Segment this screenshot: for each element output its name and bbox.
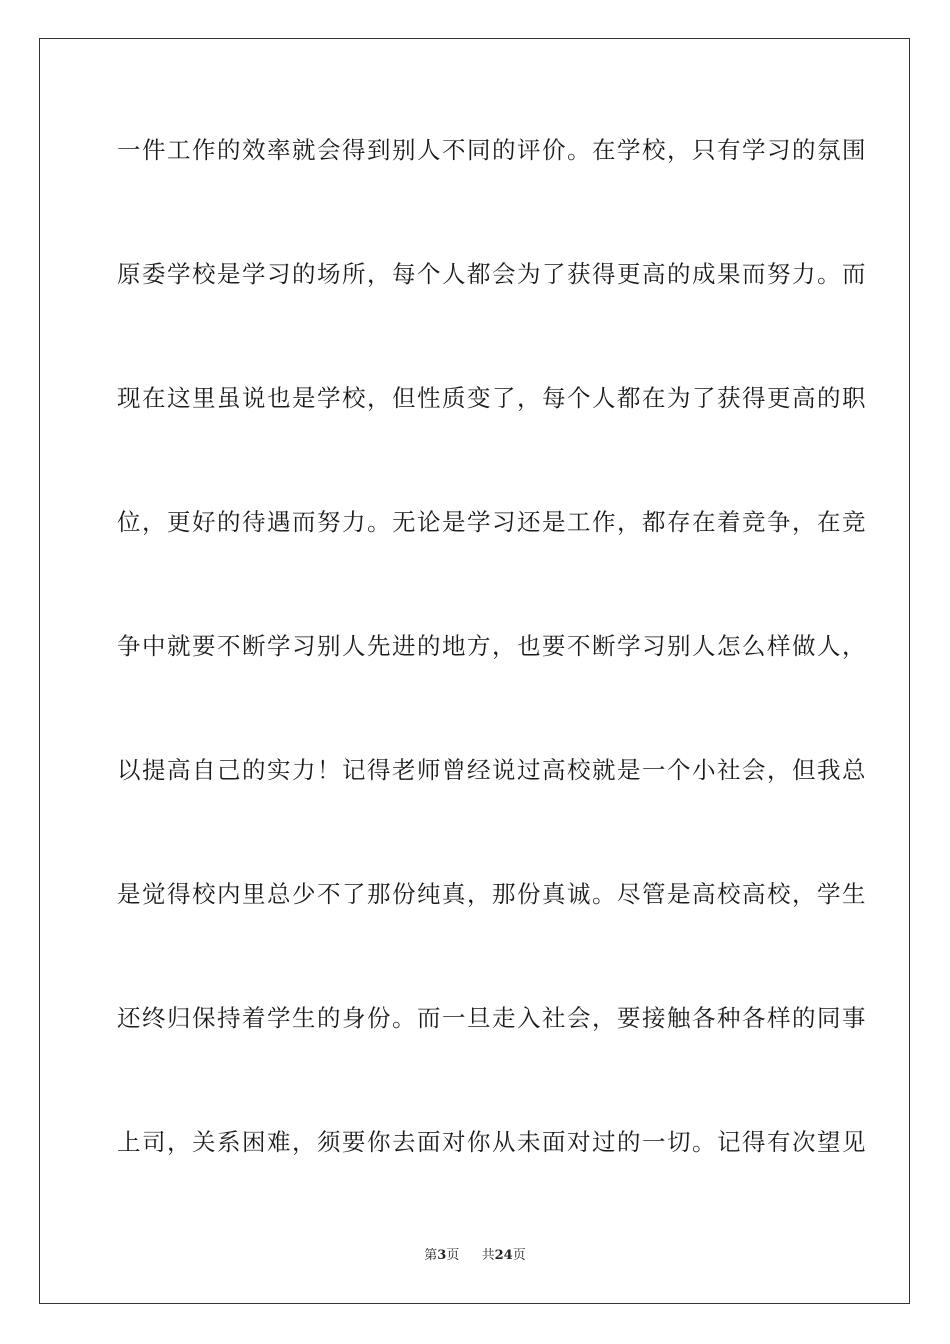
- page-suffix: 页: [446, 1248, 460, 1263]
- body-text-line-1: 一件工作的效率就会得到别人不同的评价。在学校，只有学习的氛围: [117, 136, 867, 164]
- current-page-number: 3: [437, 1248, 447, 1263]
- body-text-line-7: 是觉得校内里总少不了那份纯真，那份真诚。尽管是高校高校，学生: [117, 880, 867, 908]
- total-page-count: 24: [494, 1248, 513, 1263]
- total-prefix: 共: [481, 1248, 495, 1263]
- body-text-line-3: 现在这里虽说也是学校，但性质变了，每个人都在为了获得更高的职: [117, 384, 867, 412]
- page-number-label: [424, 1248, 463, 1263]
- body-text-line-5: 争中就要不断学习别人先进的地方，也要不断学习别人怎么样做人，: [117, 632, 867, 660]
- total-pages-label: [482, 1248, 526, 1263]
- body-text-line-6: 以提高自己的实力！记得老师曾经说过高校就是一个小社会，但我总: [117, 756, 867, 784]
- total-suffix: 页: [512, 1248, 526, 1263]
- body-text-line-4: 位，更好的待遇而努力。无论是学习还是工作，都存在着竞争，在竞: [117, 508, 867, 536]
- body-text-line-8: 还终归保持着学生的身份。而一旦走入社会，要接触各种各样的同事: [117, 1004, 867, 1032]
- body-text-line-9: 上司，关系困难，须要你去面对你从未面对过的一切。记得有次望见: [117, 1128, 867, 1156]
- page-footer: [0, 1247, 950, 1265]
- body-text-line-2: 原委学校是学习的场所，每个人都会为了获得更高的成果而努力。而: [117, 260, 867, 288]
- page-prefix: 第: [424, 1248, 438, 1263]
- page-border: [39, 38, 910, 1304]
